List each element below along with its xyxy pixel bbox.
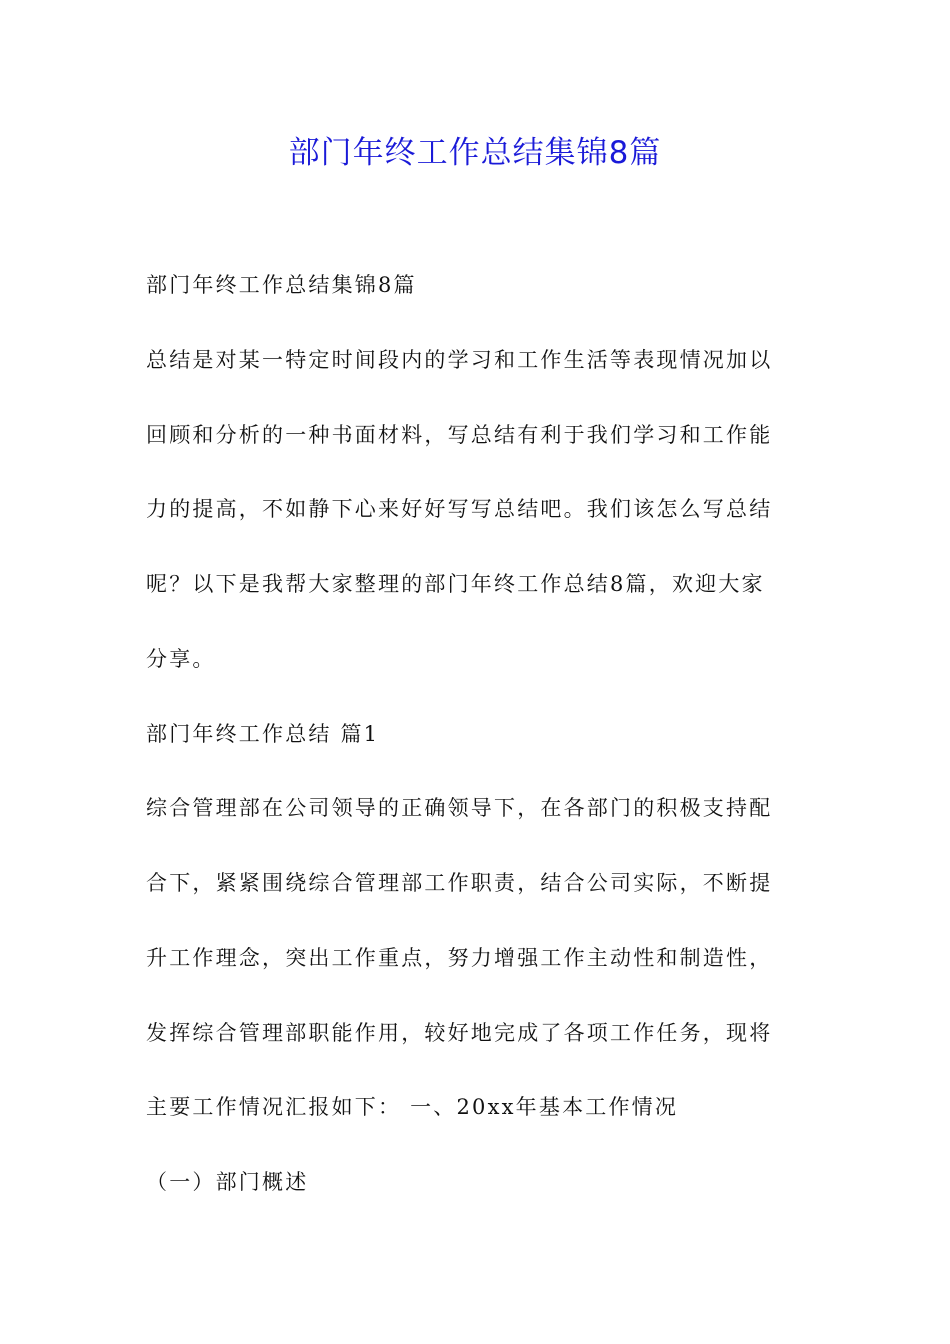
paragraph-line: 升工作理念，突出工作重点，努力增强工作主动性和制造性， bbox=[146, 946, 773, 970]
paragraph-line: 力的提高，不如静下心来好好写写总结吧。我们该怎么写总结 bbox=[146, 497, 773, 521]
paragraph-line: 分享。 bbox=[146, 647, 216, 671]
paragraph-line: 合下，紧紧围绕综合管理部工作职责，结合公司实际，不断提 bbox=[146, 871, 773, 895]
paragraph-line: 发挥综合管理部职能作用，较好地完成了各项工作任务，现将 bbox=[146, 1021, 773, 1045]
paragraph-line: 综合管理部在公司领导的正确领导下，在各部门的积极支持配 bbox=[146, 796, 773, 820]
subtitle-line: 部门年终工作总结集锦8篇 bbox=[146, 273, 417, 297]
subsection-heading: （一）部门概述 bbox=[146, 1170, 309, 1194]
paragraph-line: 呢？以下是我帮大家整理的部门年终工作总结8篇，欢迎大家 bbox=[146, 572, 765, 596]
paragraph-line: 主要工作情况汇报如下： 一、20xx年基本工作情况 bbox=[146, 1095, 679, 1119]
section-heading: 部门年终工作总结 篇1 bbox=[146, 722, 380, 746]
document-title: 部门年终工作总结集锦8篇 bbox=[288, 135, 662, 171]
paragraph-line: 回顾和分析的一种书面材料，写总结有利于我们学习和工作能 bbox=[146, 423, 773, 447]
paragraph-line: 总结是对某一特定时间段内的学习和工作生活等表现情况加以 bbox=[146, 348, 773, 372]
